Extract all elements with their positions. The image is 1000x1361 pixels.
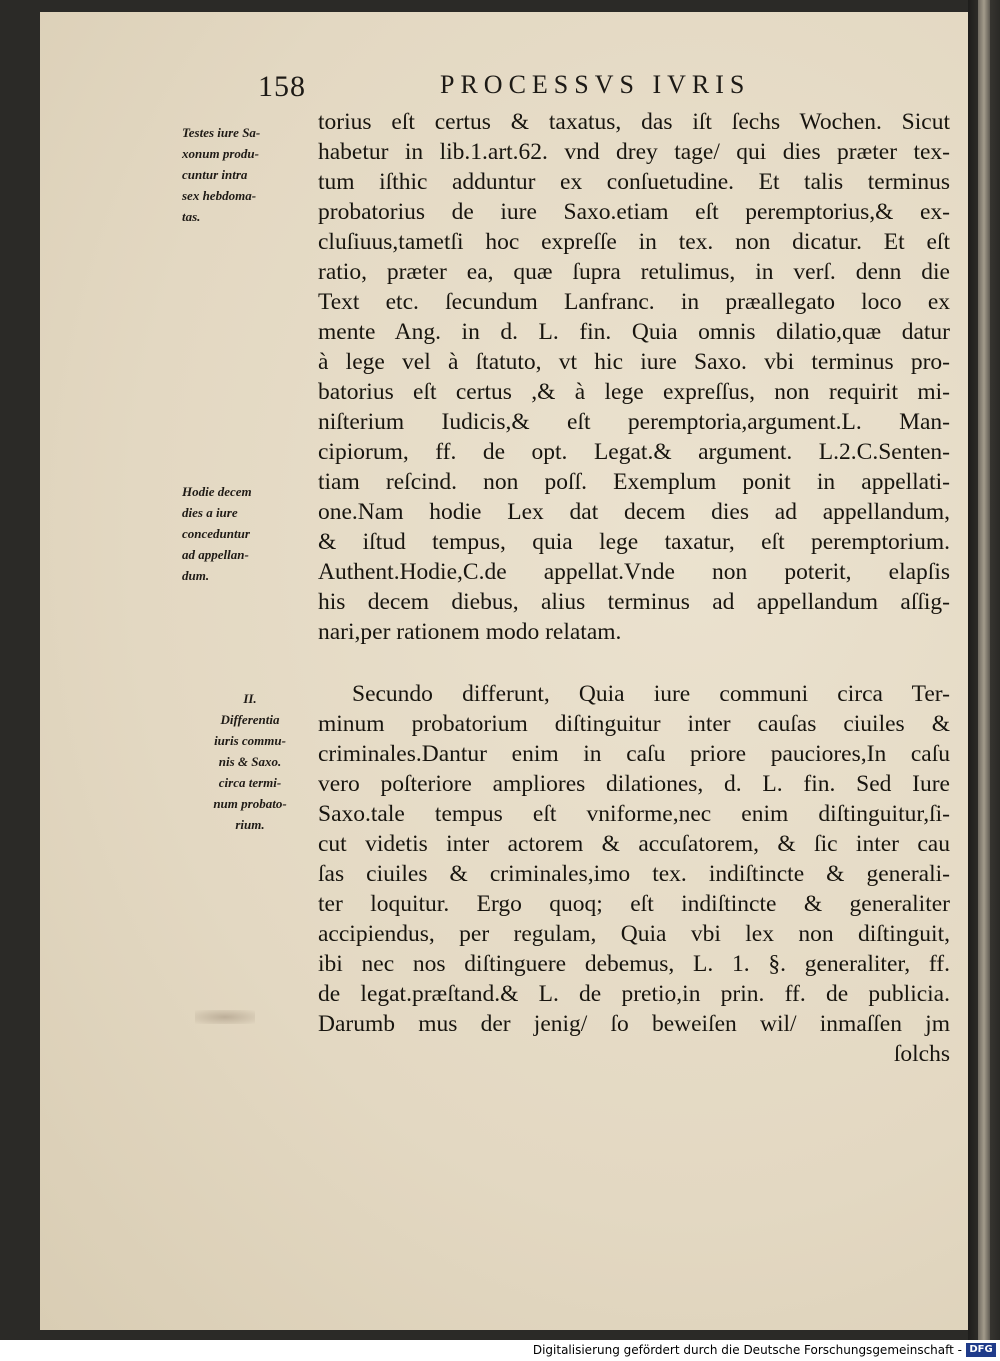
- dfg-logo: DFG: [966, 1343, 996, 1357]
- text-line: his decem diebus, alius terminus ad appellandum aſſig-: [318, 589, 950, 615]
- page-number: 158: [258, 70, 306, 103]
- margin-note-line: tas.: [182, 209, 201, 224]
- margin-note-line: Hodie decem: [182, 484, 252, 499]
- margin-note-3: [182, 688, 318, 835]
- margin-note-line: nis & Saxo.: [218, 754, 282, 769]
- margin-note-line: dum.: [182, 568, 210, 583]
- text-line: habetur in lib.1.art.62. vnd drey tage/ qui dies præter tex-: [318, 139, 950, 165]
- running-title: PROCESSVS IVRIS: [440, 70, 751, 99]
- text-line: cluſiuus,tametſi hoc expreſſe in tex. non dicatur. Et eſt: [318, 229, 950, 255]
- margin-note-line: circa termi-: [218, 775, 282, 790]
- text-line: de legat.præſtand.& L. de pretio,in prin. ff. de publicia.: [318, 981, 950, 1007]
- text-line: minum probatorium diſtinguitur inter cauſas ciuiles &: [318, 711, 950, 737]
- margin-note-line: xonum produ-: [182, 146, 259, 161]
- margin-note-line: sex hebdoma-: [182, 188, 257, 203]
- text-line: ter loquitur. Ergo quoq; eſt indiſtincte & generaliter: [318, 891, 950, 917]
- text-line: à lege vel à ſtatuto, vt hic iure Saxo. vbi terminus pro-: [318, 349, 950, 375]
- footer-bar: [0, 1340, 1000, 1361]
- margin-note-1: [182, 122, 318, 227]
- margin-note-line: II.: [243, 691, 257, 706]
- running-head: [258, 66, 858, 106]
- text-line: cut videtis inter actorem & accuſatorem, & ſic inter cau: [318, 831, 950, 857]
- text-line: torius eſt certus & taxatus, das iſt ſechs Wochen. Sicut: [318, 109, 950, 135]
- text-line: probatorius de iure Saxo.etiam eſt peremptorius,& ex-: [318, 199, 950, 225]
- text-line: one.Nam hodie Lex dat decem dies ad appellandum,: [318, 499, 950, 525]
- text-line: cipiorum, ff. de opt. Legat.& argument. L.2.C.Senten-: [318, 439, 950, 465]
- text-line: accipiendus, per regulam, Quia vbi lex non diſtinguit,: [318, 921, 950, 947]
- margin-note-line: dies a iure: [182, 505, 238, 520]
- paragraph-2: [318, 679, 950, 1039]
- ink-smudge: [195, 1010, 255, 1024]
- text-line: Darumb mus der jenig/ ſo beweiſen wil/ inmaſſen jm: [318, 1011, 950, 1037]
- text-line: ibi nec nos diſtinguere debemus, L. 1. §. generaliter, ff.: [318, 951, 950, 977]
- margin-note-line: rium.: [235, 817, 265, 832]
- paragraph-gap: [318, 647, 950, 679]
- text-line: ſas ciuiles & criminales,imo tex. indiſtincte & generali-: [318, 861, 950, 887]
- text-line: vero poſteriore ampliores dilationes, d. L. fin. Sed Iure: [318, 771, 950, 797]
- text-line: niſterium Iudicis,& eſt peremptoria,argument.L. Man-: [318, 409, 950, 435]
- text-line: tum iſthic adduntur ex conſuetudine. Et talis terminus: [318, 169, 950, 195]
- paragraph-1: [318, 107, 950, 647]
- body-text: [318, 107, 950, 1069]
- margin-note-2: [182, 481, 318, 586]
- text-line: tiam reſcind. non poſſ. Exemplum ponit in appellati-: [318, 469, 950, 495]
- page-edge: [968, 0, 1000, 1340]
- text-line: criminales.Dantur enim in caſu priore pauciores,In caſu: [318, 741, 950, 767]
- text-line: Text etc. ſecundum Lanfranc. in præallegato loco ex: [318, 289, 950, 315]
- margin-note-line: ad appellan-: [182, 547, 249, 562]
- text-line: Secundo differunt, Quia iure communi circa Ter-: [352, 681, 950, 707]
- margin-note-line: iuris commu-: [214, 733, 286, 748]
- margin-note-line: Differentia: [220, 712, 280, 727]
- text-line: nari,per rationem modo relatam.: [318, 619, 622, 645]
- text-line: batorius eſt certus ,& à lege expreſſus, non requirit mi-: [318, 379, 950, 405]
- text-line: mente Ang. in d. L. fin. Quia omnis dilatio,quæ datur: [318, 319, 950, 345]
- text-line: Authent.Hodie,C.de appellat.Vnde non poterit, elapſis: [318, 559, 950, 585]
- margin-note-line: num probato-: [213, 796, 287, 811]
- text-line: & iſtud tempus, quia lege taxatur, eſt peremptorium.: [318, 529, 950, 555]
- catchword: ſolchs: [893, 1041, 950, 1067]
- page-edge-strip: [978, 0, 990, 1340]
- text-line: ratio, præter ea, quæ ſupra retulimus, in verſ. denn die: [318, 259, 950, 285]
- digitization-credit: Digitalisierung gefördert durch die Deutsche Forschungsgemeinschaft -: [532, 1343, 962, 1357]
- margin-note-line: conceduntur: [182, 526, 250, 541]
- text-line: Saxo.tale tempus eſt vniforme,nec enim diſtinguitur,ſi-: [318, 801, 950, 827]
- margin-note-line: cuntur intra: [182, 167, 248, 182]
- margin-note-line: Testes iure Sa-: [182, 125, 261, 140]
